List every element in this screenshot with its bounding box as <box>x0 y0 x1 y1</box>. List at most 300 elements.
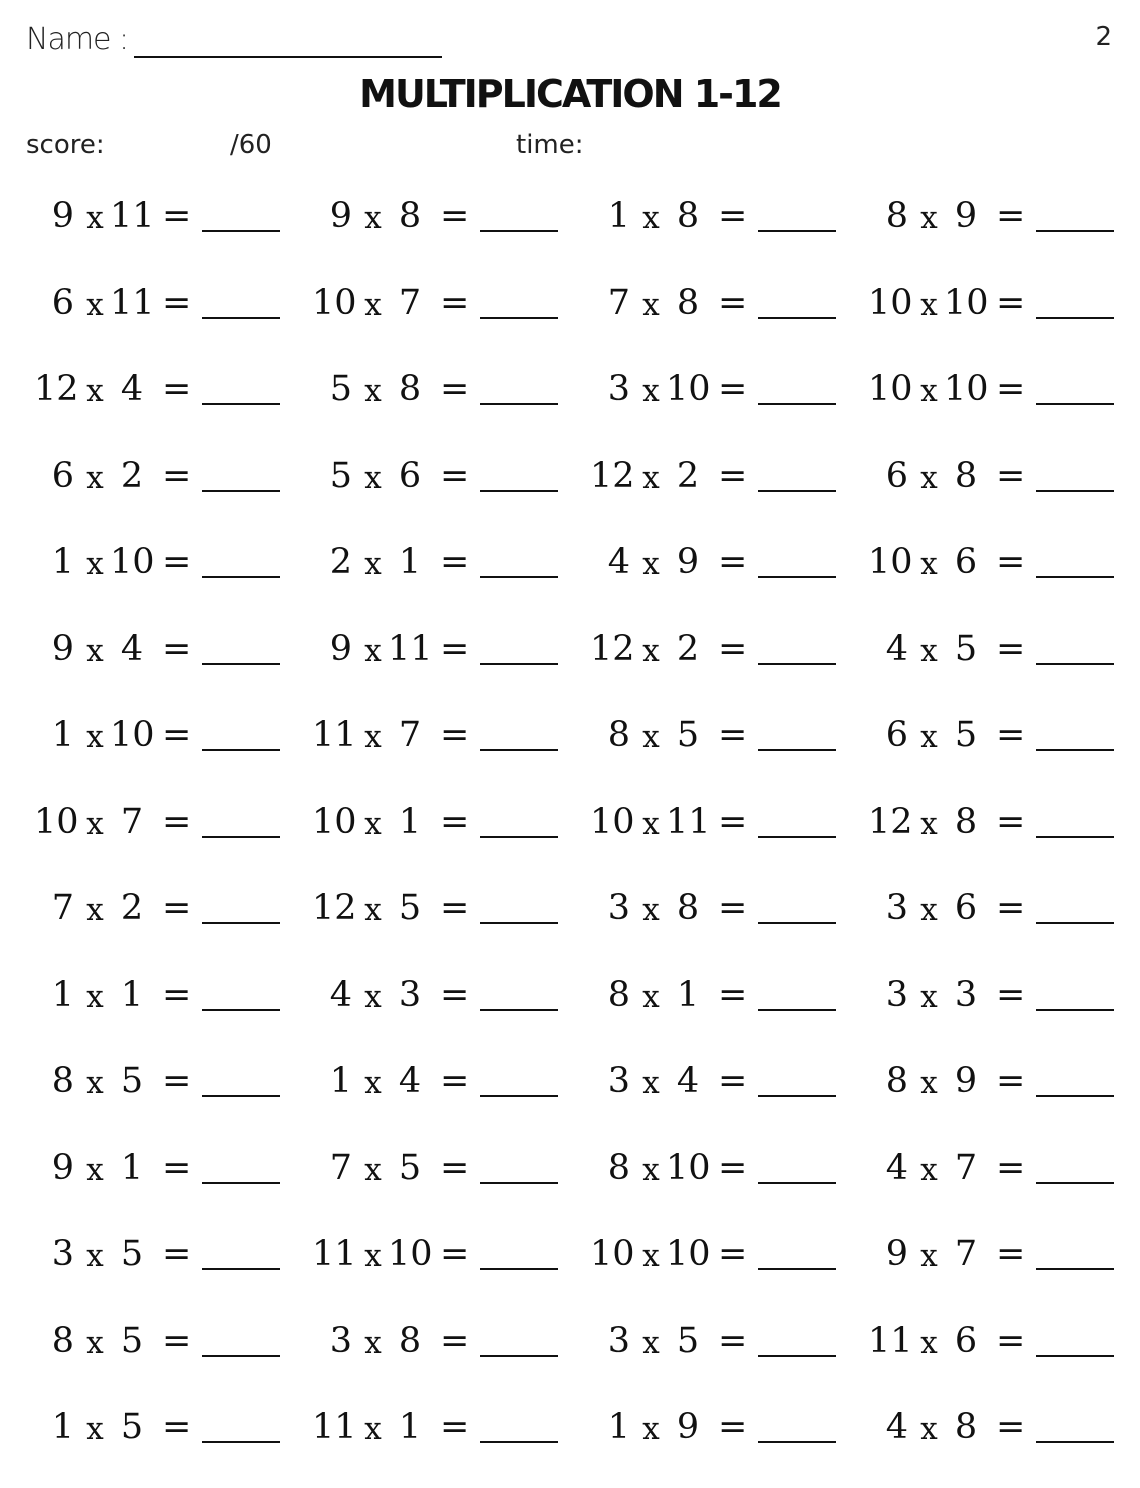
factor-a: 8 <box>885 196 908 236</box>
factor-a: 3 <box>607 1061 630 1101</box>
equals-sign: = <box>440 542 470 582</box>
times-sign: x <box>86 200 104 236</box>
equals-sign: = <box>162 1234 192 1274</box>
page-number: 2 <box>1095 22 1112 52</box>
equals-sign: = <box>996 628 1026 669</box>
equals-sign: = <box>162 715 192 755</box>
times-sign: x <box>86 1065 104 1101</box>
factor-b: 8 <box>398 1320 422 1361</box>
factor-a: 9 <box>329 628 352 669</box>
answer-blank[interactable] <box>758 1095 836 1097</box>
problem-row <box>34 796 1114 883</box>
answer-blank[interactable] <box>202 317 280 319</box>
times-sign: x <box>86 286 104 323</box>
factor-a: 1 <box>607 1407 630 1447</box>
problem-row <box>34 450 1114 537</box>
times-sign: x <box>642 978 660 1015</box>
factor-b: 5 <box>120 1320 144 1361</box>
factor-a: 10 <box>590 1234 635 1274</box>
answer-blank[interactable] <box>758 749 836 751</box>
answer-blank[interactable] <box>480 403 558 405</box>
answer-blank[interactable] <box>758 1441 836 1443</box>
factor-a: 1 <box>329 1061 352 1101</box>
times-sign: x <box>364 200 382 236</box>
answer-blank[interactable] <box>758 836 836 838</box>
factor-b: 5 <box>398 1147 422 1188</box>
times-sign: x <box>364 1065 382 1101</box>
answer-blank[interactable] <box>202 1441 280 1443</box>
answer-blank[interactable] <box>758 230 836 232</box>
equals-sign: = <box>718 542 748 582</box>
factor-b: 4 <box>676 1061 700 1101</box>
times-sign: x <box>920 978 938 1015</box>
answer-blank[interactable] <box>480 1009 558 1011</box>
factor-b: 10 <box>110 542 155 582</box>
answer-blank[interactable] <box>480 1095 558 1097</box>
equals-sign: = <box>440 974 470 1015</box>
equals-sign: = <box>162 455 192 496</box>
times-sign: x <box>920 459 938 496</box>
answer-blank[interactable] <box>480 749 558 751</box>
equals-sign: = <box>162 196 192 236</box>
equals-sign: = <box>718 715 748 755</box>
problem-row <box>34 1142 1114 1229</box>
factor-a: 1 <box>607 196 630 236</box>
answer-blank[interactable] <box>758 663 836 665</box>
equals-sign: = <box>440 801 470 842</box>
name-label: Name : <box>26 22 129 57</box>
factor-b: 10 <box>666 1147 711 1188</box>
equals-sign: = <box>718 1147 748 1188</box>
equals-sign: = <box>996 1407 1026 1447</box>
times-sign: x <box>364 805 382 842</box>
factor-b: 8 <box>398 196 422 236</box>
problem-grid <box>34 190 1114 1488</box>
equals-sign: = <box>440 1234 470 1274</box>
equals-sign: = <box>718 628 748 669</box>
problem-row <box>34 536 1114 623</box>
answer-blank[interactable] <box>1036 1268 1114 1270</box>
equals-sign: = <box>718 888 748 928</box>
factor-a: 12 <box>590 455 635 496</box>
factor-a: 10 <box>34 801 79 842</box>
times-sign: x <box>86 719 104 755</box>
problem-row <box>34 190 1114 277</box>
answer-blank[interactable] <box>1036 749 1114 751</box>
factor-a: 11 <box>312 715 357 755</box>
answer-blank[interactable] <box>1036 1441 1114 1443</box>
factor-b: 1 <box>120 974 144 1015</box>
equals-sign: = <box>162 282 192 323</box>
times-sign: x <box>920 1411 938 1447</box>
answer-blank[interactable] <box>758 1355 836 1357</box>
factor-a: 12 <box>34 369 79 409</box>
factor-a: 4 <box>885 1147 908 1188</box>
answer-blank[interactable] <box>480 1441 558 1443</box>
answer-blank[interactable] <box>480 576 558 578</box>
times-sign: x <box>920 892 938 928</box>
answer-blank[interactable] <box>202 1268 280 1270</box>
factor-b: 10 <box>666 369 711 409</box>
equals-sign: = <box>162 1147 192 1188</box>
problem-row <box>34 709 1114 796</box>
factor-b: 8 <box>676 282 700 323</box>
equals-sign: = <box>162 801 192 842</box>
answer-blank[interactable] <box>1036 490 1114 492</box>
answer-blank[interactable] <box>202 663 280 665</box>
times-sign: x <box>86 546 104 582</box>
times-sign: x <box>86 1238 104 1274</box>
problem-row <box>34 1055 1114 1142</box>
times-sign: x <box>364 719 382 755</box>
times-sign: x <box>364 373 382 409</box>
factor-b: 4 <box>398 1061 422 1101</box>
times-sign: x <box>642 1065 660 1101</box>
equals-sign: = <box>996 282 1026 323</box>
answer-blank[interactable] <box>1036 403 1114 405</box>
factor-b: 2 <box>676 628 700 669</box>
factor-b: 1 <box>120 1147 144 1188</box>
factor-a: 1 <box>51 715 74 755</box>
answer-blank[interactable] <box>480 230 558 232</box>
factor-b: 10 <box>666 1234 711 1274</box>
factor-b: 9 <box>676 542 700 582</box>
factor-a: 4 <box>607 542 630 582</box>
equals-sign: = <box>162 974 192 1015</box>
equals-sign: = <box>162 1061 192 1101</box>
answer-blank[interactable] <box>1036 576 1114 578</box>
equals-sign: = <box>996 455 1026 496</box>
answer-blank[interactable] <box>202 1009 280 1011</box>
factor-b: 10 <box>388 1234 433 1274</box>
times-sign: x <box>642 892 660 928</box>
times-sign: x <box>642 1151 660 1188</box>
equals-sign: = <box>440 1147 470 1188</box>
factor-b: 8 <box>954 1407 978 1447</box>
problem-row <box>34 363 1114 450</box>
times-sign: x <box>920 1324 938 1361</box>
factor-b: 7 <box>398 715 422 755</box>
times-sign: x <box>920 632 938 669</box>
factor-a: 3 <box>51 1234 74 1274</box>
equals-sign: = <box>996 1147 1026 1188</box>
answer-blank[interactable] <box>758 490 836 492</box>
times-sign: x <box>86 892 104 928</box>
factor-b: 6 <box>954 888 978 928</box>
answer-blank[interactable] <box>1036 663 1114 665</box>
factor-a: 5 <box>329 455 352 496</box>
answer-blank[interactable] <box>1036 317 1114 319</box>
times-sign: x <box>86 1411 104 1447</box>
factor-b: 5 <box>120 1234 144 1274</box>
answer-blank[interactable] <box>758 1268 836 1270</box>
factor-a: 7 <box>329 1147 352 1188</box>
answer-blank[interactable] <box>202 1095 280 1097</box>
factor-a: 8 <box>51 1320 74 1361</box>
answer-blank[interactable] <box>202 1182 280 1184</box>
equals-sign: = <box>996 888 1026 928</box>
answer-blank[interactable] <box>758 1182 836 1184</box>
factor-b: 4 <box>120 369 144 409</box>
problem-row <box>34 1315 1114 1402</box>
time-label: time: <box>516 130 584 160</box>
equals-sign: = <box>440 1407 470 1447</box>
factor-a: 12 <box>590 628 635 669</box>
answer-blank[interactable] <box>202 490 280 492</box>
factor-b: 11 <box>666 801 711 842</box>
factor-a: 3 <box>885 888 908 928</box>
page-title: MULTIPLICATION 1-12 <box>359 72 781 116</box>
equals-sign: = <box>718 282 748 323</box>
answer-blank[interactable] <box>480 1268 558 1270</box>
factor-b: 5 <box>676 1320 700 1361</box>
problem-row <box>34 1228 1114 1315</box>
factor-a: 3 <box>607 888 630 928</box>
answer-blank[interactable] <box>1036 1009 1114 1011</box>
factor-b: 1 <box>398 542 422 582</box>
equals-sign: = <box>162 369 192 409</box>
answer-blank[interactable] <box>1036 1355 1114 1357</box>
times-sign: x <box>364 1324 382 1361</box>
factor-a: 10 <box>590 801 635 842</box>
factor-a: 1 <box>51 542 74 582</box>
factor-a: 4 <box>885 628 908 669</box>
equals-sign: = <box>718 196 748 236</box>
name-field <box>26 22 128 62</box>
factor-a: 10 <box>868 282 913 323</box>
equals-sign: = <box>996 196 1026 236</box>
factor-b: 2 <box>676 455 700 496</box>
equals-sign: = <box>440 196 470 236</box>
equals-sign: = <box>440 455 470 496</box>
answer-blank[interactable] <box>480 490 558 492</box>
answer-blank[interactable] <box>758 922 836 924</box>
times-sign: x <box>642 286 660 323</box>
factor-a: 11 <box>868 1320 913 1361</box>
answer-blank[interactable] <box>1036 230 1114 232</box>
times-sign: x <box>86 632 104 669</box>
factor-a: 3 <box>885 974 908 1015</box>
answer-blank[interactable] <box>480 1355 558 1357</box>
equals-sign: = <box>440 888 470 928</box>
factor-a: 3 <box>607 369 630 409</box>
equals-sign: = <box>718 1234 748 1274</box>
equals-sign: = <box>718 455 748 496</box>
equals-sign: = <box>718 369 748 409</box>
factor-b: 10 <box>944 369 989 409</box>
factor-b: 6 <box>954 542 978 582</box>
factor-a: 3 <box>329 1320 352 1361</box>
equals-sign: = <box>718 1320 748 1361</box>
answer-blank[interactable] <box>202 576 280 578</box>
problem-row <box>34 969 1114 1056</box>
answer-blank[interactable] <box>758 403 836 405</box>
times-sign: x <box>642 373 660 409</box>
times-sign: x <box>642 719 660 755</box>
answer-blank[interactable] <box>202 749 280 751</box>
problem-row <box>34 277 1114 364</box>
answer-blank[interactable] <box>480 317 558 319</box>
factor-a: 4 <box>329 974 352 1015</box>
factor-b: 9 <box>954 196 978 236</box>
answer-blank[interactable] <box>1036 922 1114 924</box>
times-sign: x <box>364 459 382 496</box>
factor-b: 6 <box>398 455 422 496</box>
factor-b: 8 <box>676 196 700 236</box>
factor-b: 1 <box>398 1407 422 1447</box>
equals-sign: = <box>440 628 470 669</box>
times-sign: x <box>364 546 382 582</box>
factor-a: 12 <box>312 888 357 928</box>
factor-a: 9 <box>51 628 74 669</box>
factor-b: 7 <box>398 282 422 323</box>
factor-b: 5 <box>676 715 700 755</box>
factor-a: 9 <box>885 1234 908 1274</box>
times-sign: x <box>642 1411 660 1447</box>
times-sign: x <box>920 546 938 582</box>
equals-sign: = <box>440 369 470 409</box>
times-sign: x <box>920 719 938 755</box>
factor-b: 3 <box>954 974 978 1015</box>
times-sign: x <box>364 632 382 669</box>
factor-b: 11 <box>388 628 433 669</box>
equals-sign: = <box>440 715 470 755</box>
factor-a: 10 <box>868 542 913 582</box>
answer-blank[interactable] <box>480 836 558 838</box>
factor-a: 7 <box>607 282 630 323</box>
name-input-line[interactable] <box>134 56 442 58</box>
factor-a: 7 <box>51 888 74 928</box>
factor-b: 5 <box>954 628 978 669</box>
equals-sign: = <box>996 715 1026 755</box>
times-sign: x <box>86 805 104 842</box>
score-label: score: <box>26 130 105 160</box>
times-sign: x <box>642 805 660 842</box>
answer-blank[interactable] <box>202 922 280 924</box>
factor-b: 1 <box>676 974 700 1015</box>
answer-blank[interactable] <box>480 663 558 665</box>
factor-b: 4 <box>120 628 144 669</box>
factor-a: 5 <box>329 369 352 409</box>
factor-a: 3 <box>607 1320 630 1361</box>
answer-blank[interactable] <box>480 1182 558 1184</box>
factor-b: 3 <box>398 974 422 1015</box>
times-sign: x <box>642 632 660 669</box>
equals-sign: = <box>718 1061 748 1101</box>
times-sign: x <box>642 1324 660 1361</box>
factor-a: 4 <box>885 1407 908 1447</box>
equals-sign: = <box>996 1061 1026 1101</box>
times-sign: x <box>920 1238 938 1274</box>
factor-b: 2 <box>120 888 144 928</box>
factor-a: 12 <box>868 801 913 842</box>
problem-row <box>34 882 1114 969</box>
equals-sign: = <box>162 888 192 928</box>
times-sign: x <box>642 200 660 236</box>
times-sign: x <box>364 1411 382 1447</box>
factor-b: 6 <box>954 1320 978 1361</box>
factor-b: 7 <box>120 801 144 842</box>
times-sign: x <box>86 978 104 1015</box>
factor-b: 1 <box>398 801 422 842</box>
equals-sign: = <box>996 974 1026 1015</box>
times-sign: x <box>920 373 938 409</box>
answer-blank[interactable] <box>758 576 836 578</box>
times-sign: x <box>364 978 382 1015</box>
times-sign: x <box>86 1151 104 1188</box>
factor-a: 6 <box>51 282 74 323</box>
factor-b: 8 <box>954 455 978 496</box>
answer-blank[interactable] <box>1036 1182 1114 1184</box>
answer-blank[interactable] <box>480 922 558 924</box>
factor-a: 8 <box>607 715 630 755</box>
factor-a: 6 <box>885 455 908 496</box>
factor-a: 1 <box>51 1407 74 1447</box>
answer-blank[interactable] <box>758 317 836 319</box>
factor-b: 8 <box>954 801 978 842</box>
factor-b: 10 <box>110 715 155 755</box>
factor-a: 9 <box>329 196 352 236</box>
factor-a: 9 <box>51 196 74 236</box>
factor-a: 10 <box>868 369 913 409</box>
times-sign: x <box>920 805 938 842</box>
factor-b: 8 <box>398 369 422 409</box>
factor-a: 2 <box>329 542 352 582</box>
equals-sign: = <box>996 1320 1026 1361</box>
times-sign: x <box>364 892 382 928</box>
factor-a: 11 <box>312 1234 357 1274</box>
times-sign: x <box>920 1151 938 1188</box>
equals-sign: = <box>440 1061 470 1101</box>
factor-a: 10 <box>312 282 357 323</box>
factor-b: 10 <box>944 282 989 323</box>
equals-sign: = <box>440 282 470 323</box>
times-sign: x <box>642 459 660 496</box>
answer-blank[interactable] <box>758 1009 836 1011</box>
times-sign: x <box>920 286 938 323</box>
factor-b: 5 <box>954 715 978 755</box>
answer-blank[interactable] <box>202 836 280 838</box>
factor-b: 5 <box>120 1407 144 1447</box>
factor-b: 7 <box>954 1234 978 1274</box>
equals-sign: = <box>718 974 748 1015</box>
factor-b: 7 <box>954 1147 978 1188</box>
times-sign: x <box>364 1238 382 1274</box>
factor-a: 8 <box>885 1061 908 1101</box>
answer-blank[interactable] <box>1036 1095 1114 1097</box>
equals-sign: = <box>996 369 1026 409</box>
factor-a: 8 <box>607 974 630 1015</box>
times-sign: x <box>642 1238 660 1274</box>
equals-sign: = <box>718 801 748 842</box>
factor-b: 8 <box>676 888 700 928</box>
equals-sign: = <box>162 1407 192 1447</box>
factor-b: 5 <box>120 1061 144 1101</box>
times-sign: x <box>920 1065 938 1101</box>
times-sign: x <box>86 1324 104 1361</box>
equals-sign: = <box>440 1320 470 1361</box>
factor-a: 10 <box>312 801 357 842</box>
answer-blank[interactable] <box>202 1355 280 1357</box>
factor-a: 11 <box>312 1407 357 1447</box>
factor-a: 6 <box>51 455 74 496</box>
answer-blank[interactable] <box>202 230 280 232</box>
factor-b: 2 <box>120 455 144 496</box>
answer-blank[interactable] <box>1036 836 1114 838</box>
factor-a: 1 <box>51 974 74 1015</box>
problem-row <box>34 623 1114 710</box>
answer-blank[interactable] <box>202 403 280 405</box>
